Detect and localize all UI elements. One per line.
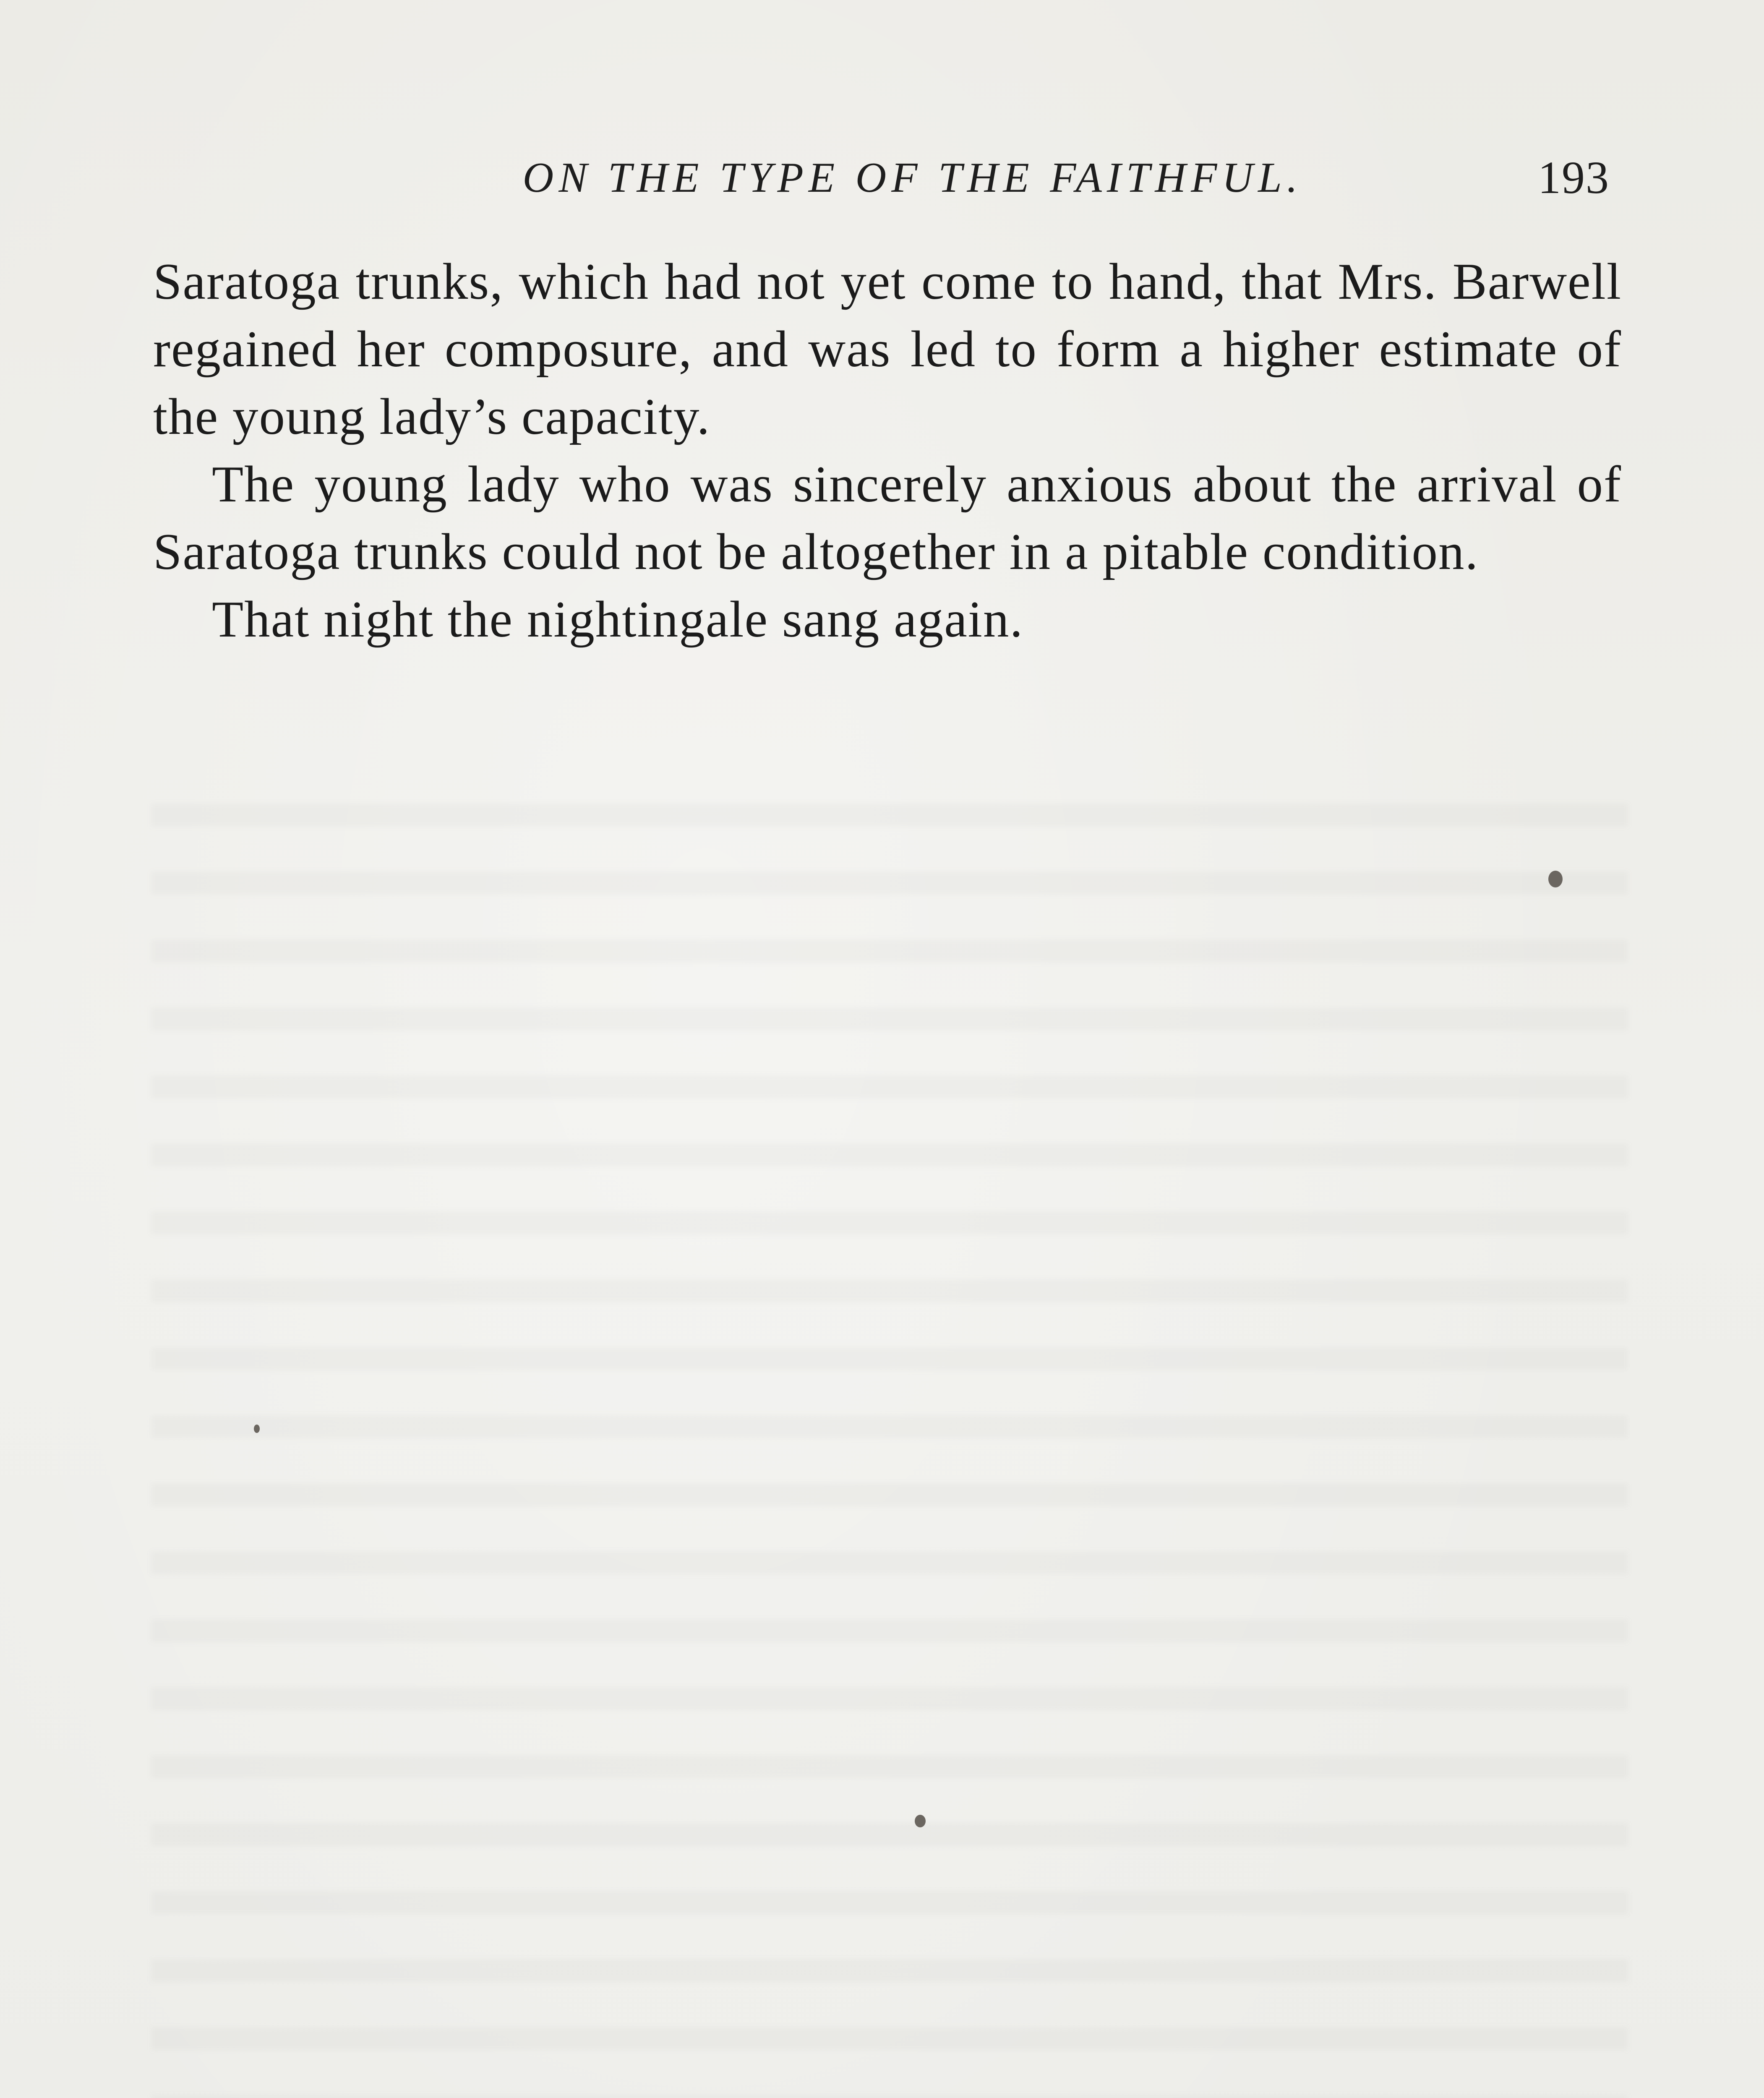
paper-speck — [915, 1815, 926, 1827]
page-number: 193 — [1538, 152, 1610, 203]
paragraph: The young lady who was sincerely anxious about the arrival of Saratoga trunks could not be altogether in a pitable condition. — [153, 455, 1622, 580]
paper-speck — [1548, 871, 1563, 887]
body-text — [153, 248, 1622, 653]
paper-speck — [254, 1425, 260, 1433]
paragraph: That night the nightingale sang again. — [212, 590, 1024, 648]
running-head: ON THE TYPE OF THE FAITHFUL. — [522, 154, 1303, 201]
bleed-through-texture — [151, 764, 1628, 2098]
paragraph-continuation: Saratoga trunks, which had not yet come to hand, that Mrs. Barwell regained her composure, and was led to form a higher estimate of the young lady’s capacity. — [153, 253, 1622, 445]
